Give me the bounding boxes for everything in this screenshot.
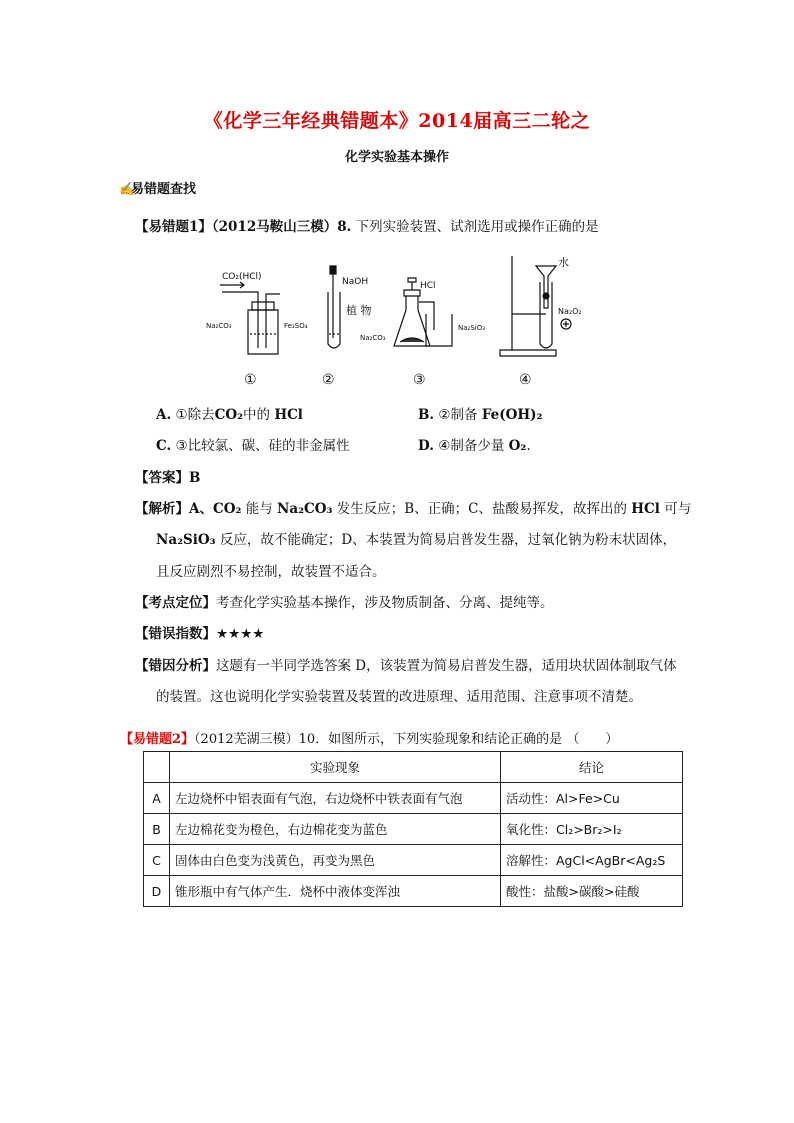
stand-funnel-diagram — [500, 256, 571, 356]
header-conclusion: 结论 — [501, 752, 683, 783]
label-na2co3-2: Na₂CO₃ — [360, 334, 386, 342]
document-subtitle: 化学实验基本操作 — [344, 150, 449, 165]
header-phenomenon: 实验现象 — [170, 752, 501, 783]
option-d: D. ④制备少量 O₂. — [418, 438, 531, 454]
difficulty-line: 【错误指数】★★★★ — [135, 626, 265, 642]
label-na2sio3: Na₂SiO₃ — [458, 324, 486, 332]
table-row: A 左边烧杯中铝表面有气泡，右边烧杯中铁表面有气泡 活动性：Al>Fe>Cu — [144, 783, 683, 814]
option-b: B. ②制备 Fe(OH)₂ — [418, 407, 543, 423]
question-1-tag: 【易错题1】 — [135, 219, 212, 235]
test-tube-diagram — [328, 266, 340, 348]
point-line: 【考点定位】考查化学实验基本操作，涉及物质制备、分离、提纯等。 — [135, 595, 554, 611]
question-1-stem — [135, 215, 599, 235]
answer-value: B — [189, 470, 201, 486]
answer-line: 【答案】B — [135, 470, 201, 486]
document-title: 《化学三年经典错题本》2014届高三二轮之 — [203, 110, 591, 132]
table-row: B 左边棉花变为橙色，右边棉花变为蓝色 氧化性：Cl₂>Br₂>I₂ — [144, 814, 683, 845]
label-water: 水 — [558, 256, 569, 269]
section-heading — [119, 178, 196, 197]
star-rating: ★★★★ — [216, 626, 265, 642]
section-label: 易错题查找 — [131, 182, 197, 197]
analysis-line-3: 且反应剧烈不易控制，故装置不适合。 — [156, 564, 386, 580]
table-header-row — [144, 752, 683, 783]
label-hcl: HCl — [420, 281, 436, 291]
question-1-text: 下列实验装置、试剂选用或操作正确的是 — [355, 219, 599, 235]
analysis-line-1: 【解析】A、CO₂ 能与 Na₂CO₃ 发生反应；B、正确；C、盐酸易挥发，故挥出的 HCl 可与 — [135, 501, 692, 517]
label-feso4: Fe₂SO₄ — [284, 322, 308, 330]
figure-number-2: ② — [322, 372, 335, 388]
results-table — [143, 751, 683, 907]
label-na2co3-1: Na₂CO₃ — [206, 322, 232, 330]
option-a: A. ①除去CO₂中的 HCl — [156, 407, 303, 423]
figure-number-4: ④ — [519, 372, 532, 388]
table-row: C 固体由白色变为浅黄色，再变为黑色 溶解性：AgCl<AgBr<Ag₂S — [144, 845, 683, 876]
analysis-line-2: Na₂SiO₃ 反应，故不能确定；D、本装置为简易启普发生器，过氧化钠为粉末状固体， — [156, 532, 677, 548]
table-row: D 锥形瓶中有气体产生．烧杯中液体变浑浊 酸性：盐酸>碳酸>硅酸 — [144, 876, 683, 907]
figure-number-3: ③ — [413, 372, 426, 388]
label-na2o2: Na₂O₂ — [558, 307, 582, 316]
apparatus-figure — [200, 252, 590, 364]
question-2-stem: 【易错题2】（2012芜湖三模）10．如图所示，下列实验现象和结论正确的是 （ ） — [120, 732, 619, 747]
figure-number-1: ① — [244, 372, 257, 388]
label-co2-hcl: CO₂(HCl) — [222, 272, 262, 282]
option-c: C. ③比较氯、碳、硅的非金属性 — [156, 438, 350, 454]
question-1-source: （2012马鞍山三模）8. — [211, 219, 352, 235]
label-naoh: NaOH — [342, 277, 369, 287]
pen-icon: ✍ — [119, 182, 136, 197]
error-line-2: 的装置。这也说明化学实验装置及装置的改进原理、适用范围、注意事项不清楚。 — [156, 689, 642, 705]
washing-bottle-diagram — [220, 282, 280, 354]
error-line-1: 【错因分析】这题有一半同学选答案 D，该装置为简易启普发生器，适用块状固体制取气体 — [135, 658, 677, 674]
label-oil: 植 物 — [346, 304, 372, 317]
